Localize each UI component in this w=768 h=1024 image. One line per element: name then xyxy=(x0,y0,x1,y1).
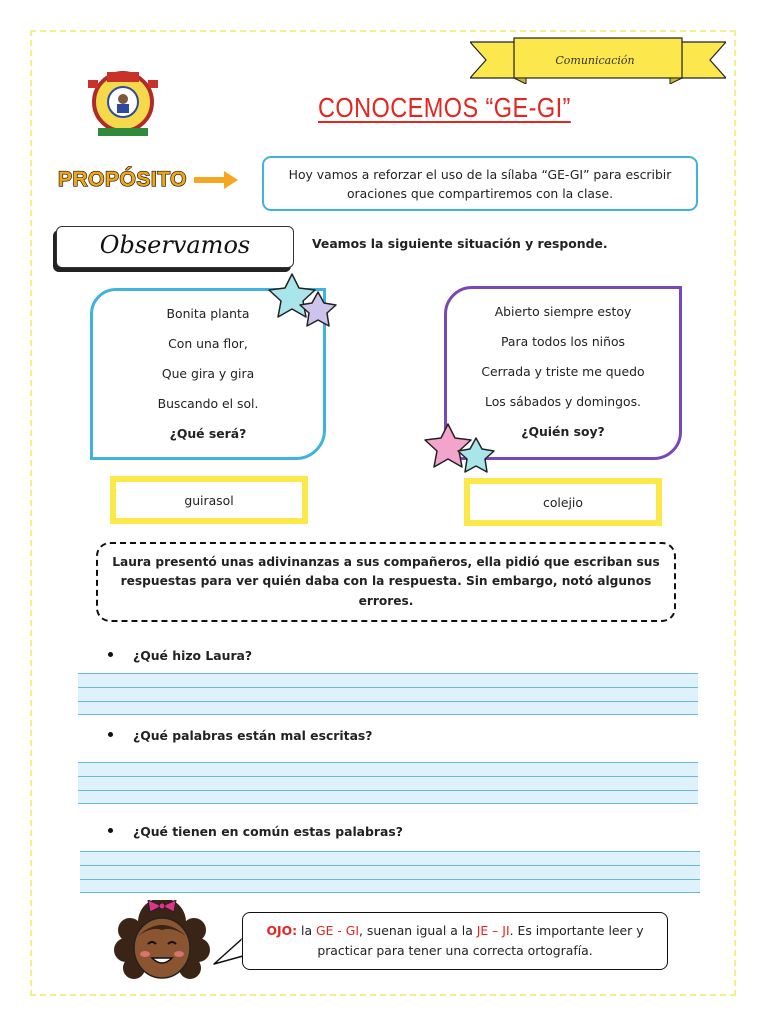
tip-ojo: OJO: xyxy=(266,923,298,938)
purpose-text-line2: oraciones que compartiremos con la clase. xyxy=(346,185,614,201)
riddle-line: Abierto siempre estoy xyxy=(494,304,632,319)
question-item xyxy=(108,648,252,663)
question-item xyxy=(108,824,403,839)
riddle-line: Con una flor, xyxy=(168,336,248,351)
stars-icon xyxy=(266,272,340,332)
tip-text: la xyxy=(297,923,316,938)
bullet-icon xyxy=(108,828,113,833)
riddle-line: Para todos los niños xyxy=(500,334,625,349)
answer-box-right xyxy=(464,478,662,526)
riddle-question: ¿Quién soy? xyxy=(521,424,605,439)
riddle-line: Cerrada y triste me quedo xyxy=(481,364,645,379)
question-item xyxy=(108,728,373,743)
question-text: ¿Qué tienen en común estas palabras? xyxy=(133,824,403,839)
observe-instruction: Veamos la siguiente situación y responde. xyxy=(312,236,608,251)
observe-label: Observamos xyxy=(99,231,251,259)
stars-icon xyxy=(422,422,502,482)
riddle-question: ¿Qué será? xyxy=(169,426,247,441)
course-badge: Comunicación xyxy=(555,54,635,67)
riddle-line: Bonita planta xyxy=(166,306,250,321)
answer-lines[interactable] xyxy=(78,673,698,715)
answer-box-left xyxy=(110,476,308,524)
bullet-icon xyxy=(108,732,113,737)
riddle-line: Buscando el sol. xyxy=(157,396,259,411)
answer-lines[interactable] xyxy=(78,762,698,804)
girl-character-icon xyxy=(112,900,212,988)
bullet-icon xyxy=(108,652,113,657)
riddle-line: Los sábados y domingos. xyxy=(485,394,641,409)
purpose-text-line1: Hoy vamos a reforzar el uso de la sílaba “GE-GI” para escribir xyxy=(288,166,672,182)
answer-lines[interactable] xyxy=(80,851,700,893)
page-title: CONOCEMOS “GE-GI” xyxy=(318,92,571,123)
observe-label-box xyxy=(56,226,294,268)
tip-je-ji: JE – JI xyxy=(476,923,510,938)
answer-text: guirasol xyxy=(116,482,302,518)
speech-bubble-tail xyxy=(212,936,246,970)
answer-text: colejio xyxy=(470,484,656,520)
question-text: ¿Qué hizo Laura? xyxy=(133,648,253,663)
tip-bubble xyxy=(242,912,668,970)
tip-text: , suenan igual a la xyxy=(359,923,477,938)
riddle-line: Que gira y gira xyxy=(161,366,255,381)
scenario-box xyxy=(96,542,676,622)
scenario-text: Laura presentó unas adivinanzas a sus compañeros, ella pidió que escriban sus respuestas para ver quién daba con la respuesta. Sin embargo, notó algunos errores. xyxy=(112,554,660,608)
purpose-label: PROPÓSITO xyxy=(58,168,187,191)
arrow-right-icon xyxy=(194,170,240,190)
tip-text: . Es importante leer y practicar para tener una correcta ortografía. xyxy=(317,923,644,958)
tip-ge-gi: GE - GI xyxy=(316,923,360,938)
question-text: ¿Qué palabras están mal escritas? xyxy=(133,728,373,743)
school-logo xyxy=(84,66,162,142)
purpose-box xyxy=(262,156,698,211)
